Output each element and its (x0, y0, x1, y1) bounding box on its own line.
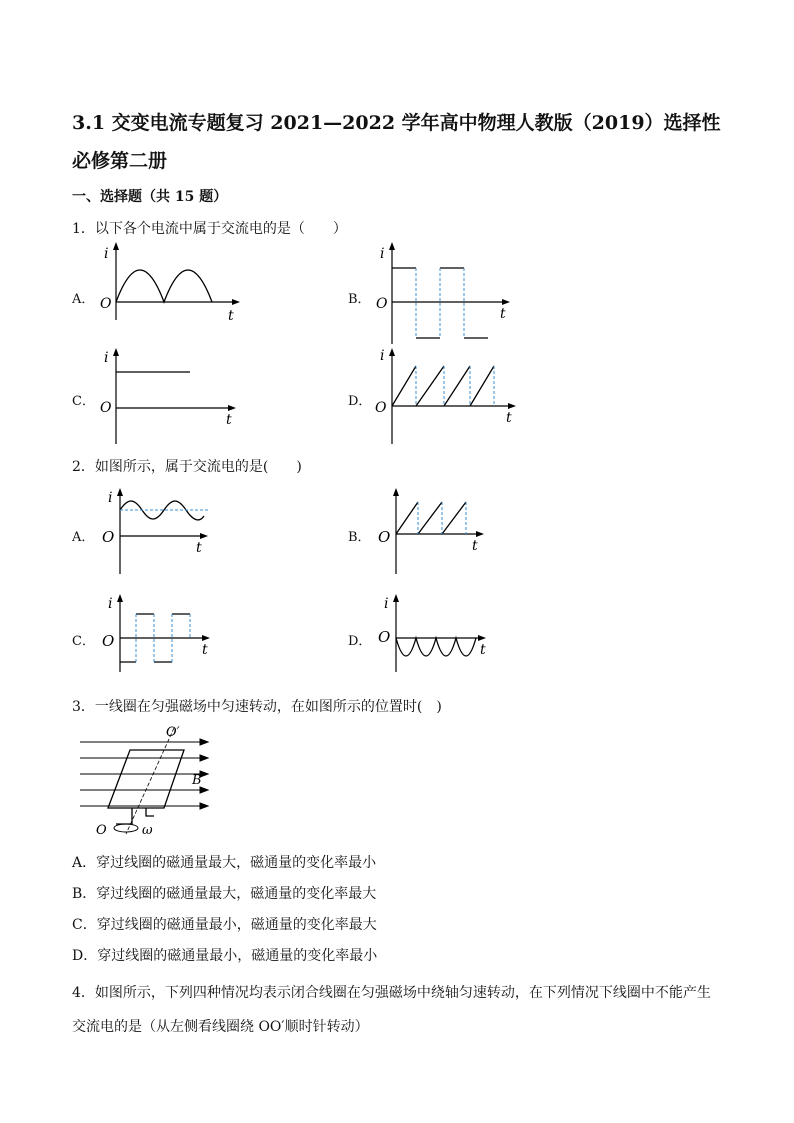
document-title: 3.1 交变电流专题复习 2021—2022 学年高中物理人教版（2019）选择性必修第二册 (72, 112, 721, 172)
axis-t-label: t (202, 642, 208, 658)
q2-graph-a (100, 484, 220, 574)
axis-i-label: i (104, 350, 109, 366)
q1-graph-a (96, 240, 246, 325)
q3-coil-figure (80, 724, 220, 836)
axis-i-label: i (108, 596, 113, 612)
axis-origin-label: O (100, 296, 112, 312)
question-4-stem: 4．如图所示，下列四种情况均表示闭合线圈在匀强磁场中绕轴匀速转动，在下列情况下线圈中不能产生交流电的是（从左侧看线圈绕 OO′顺时针转动） (72, 985, 711, 1035)
axis-origin-label: O (376, 296, 388, 312)
axis-t-label: t (500, 306, 506, 322)
omega-label: ω (142, 823, 153, 836)
axis-t-label: t (472, 538, 478, 554)
q1-label-d: D． (348, 394, 372, 409)
field-b-label: B (192, 773, 202, 788)
axis-i-label: i (384, 596, 389, 612)
q3-option-a: A．穿过线圈的磁通量最大，磁通量的变化率最小 (72, 855, 377, 871)
q1-label-a: A． (72, 292, 95, 307)
section-heading: 一、选择题（共 15 题） (72, 189, 228, 205)
axis-o-prime-label: O′ (166, 725, 180, 740)
q3-option-b: B．穿过线圈的磁通量最大，磁通量的变化率最大 (72, 886, 377, 902)
axis-origin-label: O (100, 400, 112, 416)
axis-t-label: t (480, 642, 486, 658)
axis-origin-label: O (102, 528, 115, 546)
q3-option-c: C．穿过线圈的磁通量最小，磁通量的变化率最大 (72, 917, 377, 933)
question-1-stem: 1．以下各个电流中属于交流电的是（ ） (72, 221, 347, 237)
q2-graph-d (376, 592, 496, 672)
q2-label-b: B． (348, 530, 371, 545)
q2-label-d: D． (348, 634, 372, 649)
q2-label-a: A． (72, 530, 95, 545)
axis-i-label: i (380, 246, 385, 262)
q2-graph-c (100, 592, 220, 672)
q2-graph-b (376, 484, 496, 574)
q1-graph-c (96, 346, 246, 446)
q3-option-d: D．穿过线圈的磁通量最小，磁通量的变化率最小 (72, 948, 378, 964)
axis-o-label: O (96, 823, 107, 836)
question-3-stem: 3．一线圈在匀强磁场中匀速转动，在如图所示的位置时( ) (72, 699, 442, 715)
axis-origin-label: O (375, 400, 387, 416)
axis-t-label: t (228, 308, 234, 324)
q1-graph-d (372, 346, 527, 446)
question-2-stem: 2．如图所示，属于交流电的是( ) (72, 459, 302, 475)
axis-origin-label: O (378, 528, 391, 546)
axis-t-label: t (506, 410, 512, 426)
axis-origin-label: O (378, 628, 391, 646)
axis-i-label: i (104, 246, 109, 262)
axis-i-label: i (380, 348, 385, 364)
axis-origin-label: O (102, 632, 115, 650)
q1-label-b: B． (348, 292, 371, 307)
axis-i-label: i (108, 490, 113, 506)
q1-graph-b (372, 240, 522, 345)
q1-label-c: C． (72, 394, 95, 409)
axis-t-label: t (196, 540, 202, 556)
axis-t-label: t (226, 412, 232, 428)
q2-label-c: C． (72, 634, 95, 649)
